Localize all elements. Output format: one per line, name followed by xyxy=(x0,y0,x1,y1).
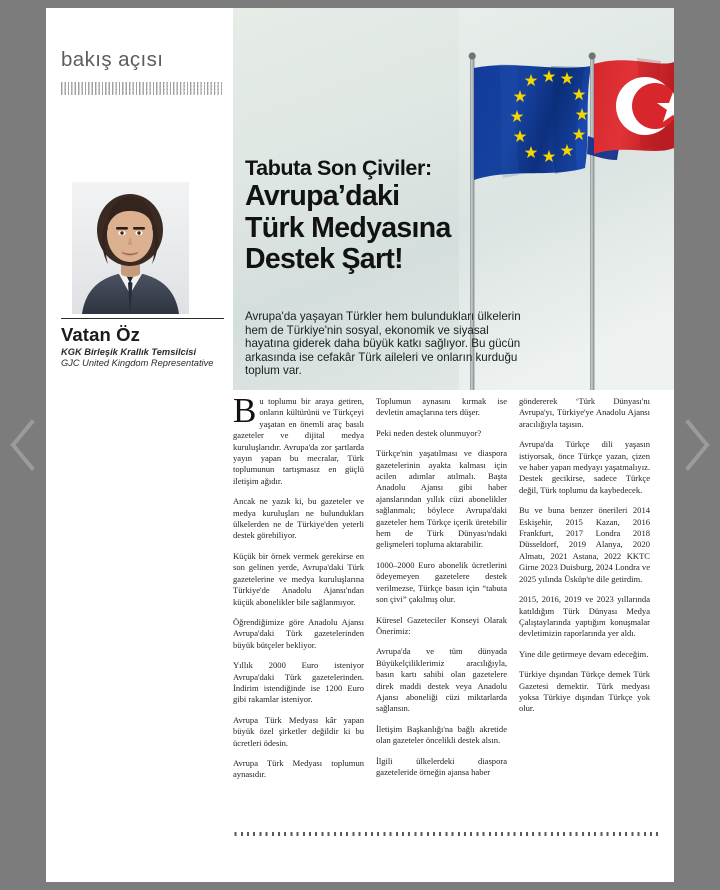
paragraph: göndererek ‘Türk Dünyası'nı Avrupa'yı, Türkiye'ye Anadolu Ajansı aracılığıyla taşısın. xyxy=(519,396,650,429)
paragraph: 1000–2000 Euro abonelik ücretlerini ödeyemeyen gazetelere destek verilmezse, Türkçe basın için “tabuta son çivi” çakılmış olur. xyxy=(376,559,507,605)
headline-line-3: Türk Medyasına xyxy=(245,211,451,244)
paragraph: Avrupa Türk Medyası kâr yapan büyük özel şirketler değildir ki bu ücretleri ödesin. xyxy=(233,714,364,748)
next-page-button[interactable] xyxy=(674,0,720,890)
headline-line-1: Tabuta Son Çiviler: xyxy=(245,156,432,180)
paragraph: Öğrendiğimize göre Anadolu Ajansı Avrupa'daki Türk gazetelerinden büyük bütçeler bekliyor. xyxy=(233,616,364,650)
hero-banner xyxy=(233,8,674,390)
paragraph: 2015, 2016, 2019 ve 2023 yıllarında katıldığım Türk Dünyası Medya Çalıştaylarında yaptığım konuşmalar devletimizin raporlarında yer aldı. xyxy=(519,594,650,639)
author-name: Vatan Öz xyxy=(61,324,140,345)
sidebar xyxy=(46,8,233,882)
paragraph: Yıllık 2000 Euro isteniyor Avrupa'daki Türk gazetelerinden. İndirim istendiğinde ise 1200 Euro gibi rakamlar isteniyor. xyxy=(233,660,364,705)
article-deck: Avrupa'da yaşayan Türkler hem bulundukları ülkelerin hem de Türkiye'nin sosyal, ekonomik ve siyasal hayatına giderek daha büyük katkı sağlıyor. Bu gücün arkasında ise cefakâr Türk aileleri ve onların kurduğu toplum var. xyxy=(245,310,521,378)
previous-page-button[interactable] xyxy=(0,0,46,890)
paragraph: Bu toplumu bir araya getiren, onların kültürünü ve Türkçeyi yaşatan en önemli araç basılı gazeteler ve dijital medya kuruluşlarıdır. Avrupa'da zor şartlarda yayın yapan bu mecralar, Türk toplumunun tartışmasız en güçlü iletişim ağıdır. xyxy=(233,391,364,486)
chevron-right-icon xyxy=(680,417,714,473)
article-body xyxy=(233,391,650,821)
paragraph: Küresel Gazeteciler Konseyi Olarak Önerimiz: xyxy=(376,614,507,636)
paragraph: Türkiye dışından Türkçe demek Türk Gazetesi demektir. Türk medyası yoksa Türkiye dışından Türkçe yok olur. xyxy=(519,669,650,714)
dotted-rule-decoration xyxy=(61,82,224,95)
author-portrait xyxy=(72,182,189,314)
author-role-turkish: KGK Birleşik Krallık Temsilcisi xyxy=(61,347,197,357)
paragraph: Avrupa Türk Medyası toplumun aynasıdır. xyxy=(233,757,364,780)
paragraph: Avrupa'da Türkçe dili yaşasın istiyorsak, önce Türkçe yazan, çizen ve haber yapan medyayı yaşatmalıyız. Destek gecikirse, sadece Türkçe değil, Türk toplumu da kaybedecek. xyxy=(519,439,650,495)
paragraph: Bu ve buna benzer önerileri 2014 Eskişehir, 2015 Kazan, 2016 Frankfurt, 2017 Londra 2018 Düsseldorf, 2019 Alanya, 2020 Almatı, 2021 Astana, 2022 KKTC Girne 2023 Duisburg, 2024 Londra ve 2025 yılında Üsküp'te dile getirdim. xyxy=(519,505,650,584)
paragraph: Türkçe'nin yaşatılması ve diaspora gazetelerinin ayakta kalması için acilen adımlar atılmalı. Başta Anadolu Ajansı gibi haber ajanslarından yıllık cüzi abonelikler sağlanmalı; böylece Avrupa'daki gazeteler hem Türkçe içerik üretebilir hem de Türk Dünyası'ndaki gelişmeleri topluma aktarabilir. xyxy=(376,448,507,550)
headline-line-4: Destek Şart! xyxy=(245,243,403,275)
author-role-english: GJC United Kingdom Representative xyxy=(61,358,214,368)
paragraph: Avrupa'da ve tüm dünyada Büyükelçiliklerimiz aracılığıyla, basın kartı sahibi olan gazetelere direk maddi destek veya Anadolu Ajansı aboneliği cüzi miktarlarda sağlansın. xyxy=(376,646,507,714)
paragraph: Yine dile getirmeye devam edeceğim. xyxy=(519,648,649,659)
paragraph: İletişim Başkanlığı'na bağlı akretide olan gazeteler öncelikli destek alsın. xyxy=(376,723,507,746)
byline-divider xyxy=(61,318,224,319)
paragraph: İlgili ülkelerdeki diaspora gazeteleride örneğin ajansa haber xyxy=(376,755,507,777)
body-column-1 xyxy=(233,391,364,821)
body-column-2 xyxy=(376,396,507,821)
section-kicker: bakış açısı xyxy=(61,48,164,71)
body-column-3 xyxy=(519,396,650,821)
chevron-left-icon xyxy=(6,417,40,473)
paragraph: Küçük bir örnek vermek gerekirse en son gelinen yerde, Avrupa'daki Türk gazetelerine ve medya kuruluşlarına Türkiye'de Anadolu Ajansı'ndan küçük abonelikler bile sağlanmıyor. xyxy=(233,550,364,607)
page-sheet xyxy=(46,8,674,882)
article-headline xyxy=(245,156,515,276)
paragraph: Ancak ne yazık ki, bu gazeteler ve medya kuruluşları ne bulundukları ülkelerden ne de Türkiye'den yeterli destek görebiliyor. xyxy=(233,496,364,541)
paragraph: Toplumun aynasını kırmak ise devletin amaçlarına ters düşer. xyxy=(376,396,507,418)
headline-line-2: Avrupa’daki xyxy=(245,180,400,212)
paragraph: Peki neden destek olunmuyor? xyxy=(376,427,482,438)
